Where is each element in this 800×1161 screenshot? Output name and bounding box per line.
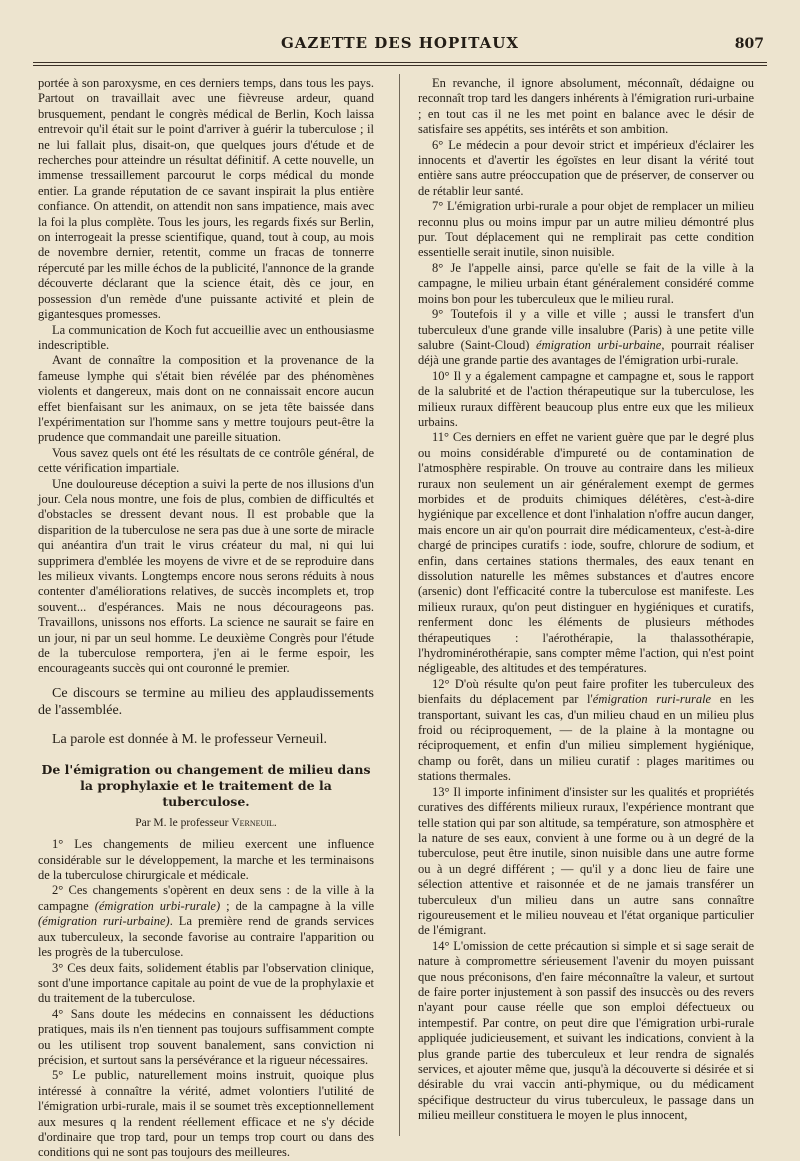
paragraph: Une douloureuse déception a suivi la perte de nos illusions d'un jour. Cela nous montre, une fois de plus, combien de difficultés et d'obstacles se dressent devant nous. Il est probable que la disparition de la tuberculose ne sera pas due à une sorte de miracle qui anéantira d'un trait le virus créateur du mal, ni qui lui supprimera d'emblée les moyens de vivre et de se reproduire dans les milieux vivants. Longtemps encore nous serons réduits à nous contenter d'améliorations relatives, de succès incomplets et, trop souvent... d'espérances. Mais ne nous décourageons pas. Travaillons, unissons nos efforts. La science ne saurait se faire en un jour, ni par un seul homme. Le deuxième Congrès pour l'étude de la tuberculose remportera, j'en ai le ferme espoir, les encourageants succès qui ont couronné le premier. [38,476,374,676]
numbered-paragraph: 14° L'omission de cette précaution si simple et si sage serait de nature à compromettre sérieusement l'avenir du moyen puissant que nous préconisons, d'en faire méconnaître la valeur, et surtout de faire porter injustement à son passif des insuccès ou des revers n'ayant pour cause réelle que son emploi défectueux ou intempestif. Par contre, on peut dire que l'émigration urbi-rurale appliquée judicieusement, et suivant les indications, convient à la plus grande partie des tuberculeux et leur rendra de signalés services, et ajouter même que, jusqu'à la découverte si désirée et si désirable du vrai vaccin anti-phymique, ou du médicament spécifique destructeur du virus tuberculeux, le passage dans un milieu meilleur constituera le moyen le plus innocent, [418,938,754,1123]
numbered-paragraph [38,883,374,960]
text-run: en les transportant, suivant les cas, d'un milieu chaud en un milieu plus froid ou réciproquement, — de la plaine à la montagne ou réciproquement, et enfin d'un milieu simplement hygiénique, champ ou forêt, dans un milieu curatif : plages maritimes ou stations thermales. [418,692,754,784]
right-column [418,76,754,1136]
text-run: ; de la campagne à la ville [220,898,374,913]
session-note: Ce discours se termine au milieu des applaudissements de l'assemblée. [38,685,374,718]
paragraph: La communication de Koch fut accueillie avec un enthousiasme indescriptible. [38,322,374,352]
paragraph: Vous savez quels ont été les résultats de ce contrôle général, de cette vérification impartiale. [38,445,374,476]
numbered-paragraph: 1° Les changements de milieu exercent une influence considérable sur le développement, la marche et les terminaisons de la tuberculose chirurgicale et médicale. [38,837,374,883]
page-number: 807 [734,36,764,52]
paragraph: Avant de connaître la composition et la provenance de la fameuse lymphe qui s'était bien révélée par des phénomènes violents et dangereux, mais dont on ne connaissait encore aucun effet bienfaisant sur les animaux, on se jeta tête baissée dans l'expérimentation sur l'homme sans y mettre toujours peut-être la prudence que commandait une pareille situation. [38,353,374,445]
text-run: 12° D'où résulte qu'on peut faire profiter les tuberculeux des bienfaits du déplacement par l' [418,676,754,707]
numbered-paragraph [418,307,754,369]
text-run: 9° Toutefois il y a ville et ville ; aussi le transfert d'un tuberculeux d'une grande ville insalubre (Paris) à une petite ville salubre (Saint-Cloud) [418,307,754,352]
text-run: , pourrait réaliser déjà une grande partie des avantages de l'émigration urbi-rurale. [418,337,755,368]
italic-term: (émigration ruri-urbaine) [38,914,170,929]
page-header [0,32,800,62]
numbered-paragraph: 11° Ces derniers en effet ne varient guère que par le degré plus ou moins considérable d'impureté ou de contamination de l'atmosphère respirable. On trouve au contraire dans les milieux ruraux non seulement un air généralement exempt de germes morbides et de produits chimiques délétères, c'est-à-dire hygiénique par excellence et dont l'inhalation n'offre aucun danger, mais encore un air qu'on pourrait dire médicamenteux, c'est-à-dire chargé de principes curatifs : iode, soufre, chlorure de sodium, et enfin, dans certaines stations thermales, des eaux tenant en dissolution naturelle les mêmes substances et d'autres encore (arsenic) dont l'efficacité contre la tuberculose est manifeste. Les milieux ruraux, qu'on peut distinguer en hygiéniques et curatifs, renferment donc les éléments de plusieurs méthodes thérapeutiques : l'aérothérapie, la thalassothérapie, l'hydrominérothérapie, sans compter même l'action, qui n'est point négligeable, des altitudes et des températures. [418,430,754,676]
numbered-paragraph: 8° Je l'appelle ainsi, parce qu'elle se fait de la ville à la campagne, le milieu urbain étant généralement considéré comme moins bon pour les tuberculeux que le milieu rural. [418,260,754,306]
running-title: GAZETTE DES HOPITAUX [280,34,519,52]
byline [38,816,374,831]
text-run: . La première rend de grands services aux tuberculeux, la seconde favorise au contraire l'apparition ou les progrès de la tuberculose. [38,914,374,960]
numbered-paragraph: 13° Il importe infiniment d'insister sur les qualités et propriétés curatives des différents milieux ruraux, l'expérience montrant que telle station qui par son altitude, sa température, son atmosphère et la nature de ses eaux, convient à une forme ou à un degré de la tuberculose, peut être inutile, sinon nuisible dans une autre forme ou à un degré différent ; — qu'il y a donc lieu de faire une sélection attentive et raisonnée et de ne jamais transférer un tuberculeux d'un milieu dans un autre sans connaître rigoureusement et le milieu nouveau et l'état organique particulier de l'émigrant. [418,784,754,938]
italic-term: émigration urbi-urbaine [536,337,662,352]
numbered-paragraph: 7° L'émigration urbi-rurale a pour objet de remplacer un milieu reconnu plus ou moins impur par un autre milieu démontré plus pur. Tout déplacement qui ne remplirait pas cette condition essentielle serait inutile, sinon nuisible. [418,199,754,260]
header-rule [33,62,767,63]
numbered-paragraph [418,677,754,785]
text-run: 2° Ces changements s'opèrent en deux sens : de la ville à la campagne [38,883,374,913]
author-name: Verneuil. [231,816,277,829]
column-divider [399,74,400,1136]
numbered-paragraph: 6° Le médecin a pour devoir strict et impérieux d'éclairer les innocents et d'avertir les égoïstes en leur disant la vérité tout entière sans autre préoccupation que de préserver, de conserver ou de rétablir leur santé. [418,137,754,198]
header-rule-double [33,65,767,66]
numbered-paragraph: 3° Ces deux faits, solidement établis par l'observation clinique, sont d'une importance capitale au point de vue de la prophylaxie et du traitement de la tuberculose. [38,960,374,1006]
byline-prefix: Par M. le professeur [135,816,232,829]
italic-term: (émigration urbi-rurale) [94,898,221,913]
article-title: De l'émigration ou changement de milieu dans la prophylaxie et le traitement de la tuberculose. [41,761,371,809]
italic-term: émigration ruri-rurale [592,692,712,707]
numbered-paragraph: 4° Sans doute les médecins en connaissent les déductions pratiques, mais ils n'en tiennent pas toujours suffisamment compte ou les utilisent trop souvent banalement, sans conviction ni précision, et surtout sans la persévérance et la rigueur nécessaires. [38,1006,374,1067]
left-column [38,76,374,1160]
numbered-paragraph: 10° Il y a également campagne et campagne et, sous le rapport de la salubrité et de l'action thérapeutique sur la tuberculose, les milieux ruraux diffèrent beaucoup plus entre eux que les milieux urbains. [418,368,754,429]
paragraph: portée à son paroxysme, en ces derniers temps, dans tous les pays. Partout on travaillait avec une fièvreuse ardeur, quand brusquement, pendant le congrès médical de Berlin, Koch laissa entrevoir qu'il était sur le point d'arriver à guérir la tuberculose ; il ne lui fallait plus, disait-on, que quelques jours d'étude et de recherches pour atteindre un résultat définitif. A cette nouvelle, un immense tressaillement parcourut le corps médical du monde entier. La grande réputation de ce savant inspirait la plus entière confiance. On attendit, on attendit non sans impatience, mais avec la foi la plus complète. Tous les jours, les regards fixés sur Berlin, on interrogeait la presse scientifique, quand, tout à coup, au mois de novembre dernier, retentit, comme un fracas de tonnerre répercuté par les mille échos de la publicité, l'annonce de la grande découverte déclarant que la science était, dès ce jour, en possession d'un remède d'une puissante activité et plein de gigantesques promesses. [38,76,374,322]
numbered-paragraph: 5° Le public, naturellement moins instruit, quoique plus intéressé à connaître la vérité, admet volontiers l'utilité de l'émigration urbi-rurale, mais il se soumet très exceptionnellement aux mesures q la rendent réellement efficace et ne s'y décide d'ordinaire que trop tard, pour un temps trop court ou dans des conditions qui ne sont pas toujours des meilleures. [38,1068,374,1160]
paragraph: En revanche, il ignore absolument, méconnaît, dédaigne ou reconnaît trop tard les dangers inhérents à l'émigration ruri-urbaine ; en tout cas il ne les met point en balance avec le désir de satisfaire ses appétits, ses intérêts et son ambition. [418,76,754,137]
session-note: La parole est donnée à M. le professeur Verneuil. [52,731,327,747]
